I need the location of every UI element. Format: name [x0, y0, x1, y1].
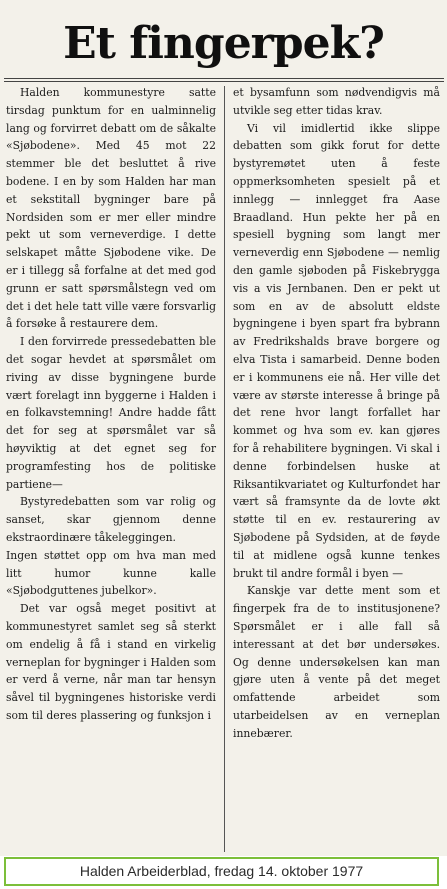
article-column-left [6, 84, 216, 725]
headline: Et fingerpek? [63, 18, 384, 69]
article-column-right [233, 84, 440, 742]
paragraph: Bystyredebatten som var rolig og sanset, skar gjennom denne ekstraordinære tåkeleggingen. [6, 495, 216, 544]
column-divider [224, 86, 225, 852]
paragraph: I den forvirrede pressedebatten ble det sogar hevdet at spørsmålet om riving av disse bygningene burde vært forelagt inn byggerne i Halden i en folkavstemning! Andre hadde fått det for seg at spørsmålet var så høyviktig at det egnet seg for programfesting hos de politiske partiene— [6, 335, 216, 491]
paragraph: Kanskje var dette ment som et fingerpek fra de to institusjonene? Spørsmålet er i alle fall så interessant at det bør undersøkes. Og denne undersøkelsen kan man gjøre uten å vente på det meget omfattende arbeidet som utarbeidelsen av en verneplan innebærer. [233, 584, 440, 740]
paragraph: et bysamfunn som nødvendigvis må utvikle seg etter tidas krav. [233, 86, 440, 117]
paragraph: Ingen støttet opp om hva man med litt humor kunne kalle «Sjøbodguttenes jubelkor». [6, 548, 216, 598]
paragraph: Det var også meget positivt at kommunestyret samlet seg så sterkt om endelig å få i stand en virkelig verneplan for bygninger i Halden som er verd å verne, når man tar hensyn såvel til bygningenes historiske verdi som til deres plassering og funksjon i [6, 602, 216, 722]
headline-rule [4, 78, 444, 79]
paragraph: Halden kommunestyre satte tirsdag punktum for en ualminnelig lang og forvirret debatt om de såkalte «Sjøbodene». Med 45 mot 22 stemmer ble det besluttet å rive bodene. I en by som Halden har man et sekstitall bygninger bare på Nordsiden som er mer eller mindre pekt ut som verneverdige. I dette selskapet måtte Sjøbodene vike. De er i tillegg så forfalne at det med god grunn er satt spørsmålstegn ved om det i det hele tatt ville være forsvarlig å forsøke å restaurere dem. [6, 86, 216, 331]
headline-rule-double [4, 81, 444, 82]
source-caption: Halden Arbeiderblad, fredag 14. oktober 1977 [4, 857, 439, 886]
paragraph: Vi vil imidlertid ikke slippe debatten som gikk forut for dette bystyremøtet uten å feste oppmerksomheten spesielt på et innlegg — innlegget fra Aase Braadland. Hun pekte her på en spesiell bygning som langt mer verneverdig enn Sjøbodene — nemlig den gamle sjøboden på Fiskebrygga vis a vis Jernbanen. Den er pekt ut som en av de absolutt eldste bygningene i byen spart fra bybrann av Fredrikshalds brave borgere og elva Tista i samarbeid. Denne boden er i kommunens eie nå. Her ville det være av største interesse å bringe på det rene hvor langt forfallet har kommet og hva som ev. kan gjøres for å rehabilitere bygningen. Vi skal i denne forbindelsen huske at Riksantikvariatet og Kulturfondet har vært så framsynte da de lovte økt støtte til en ev. restaurering av Sjøbodene på Sydsiden, at de føyde til at midlene også kunne tenkes brukt til andre formål i byen — [233, 121, 440, 580]
